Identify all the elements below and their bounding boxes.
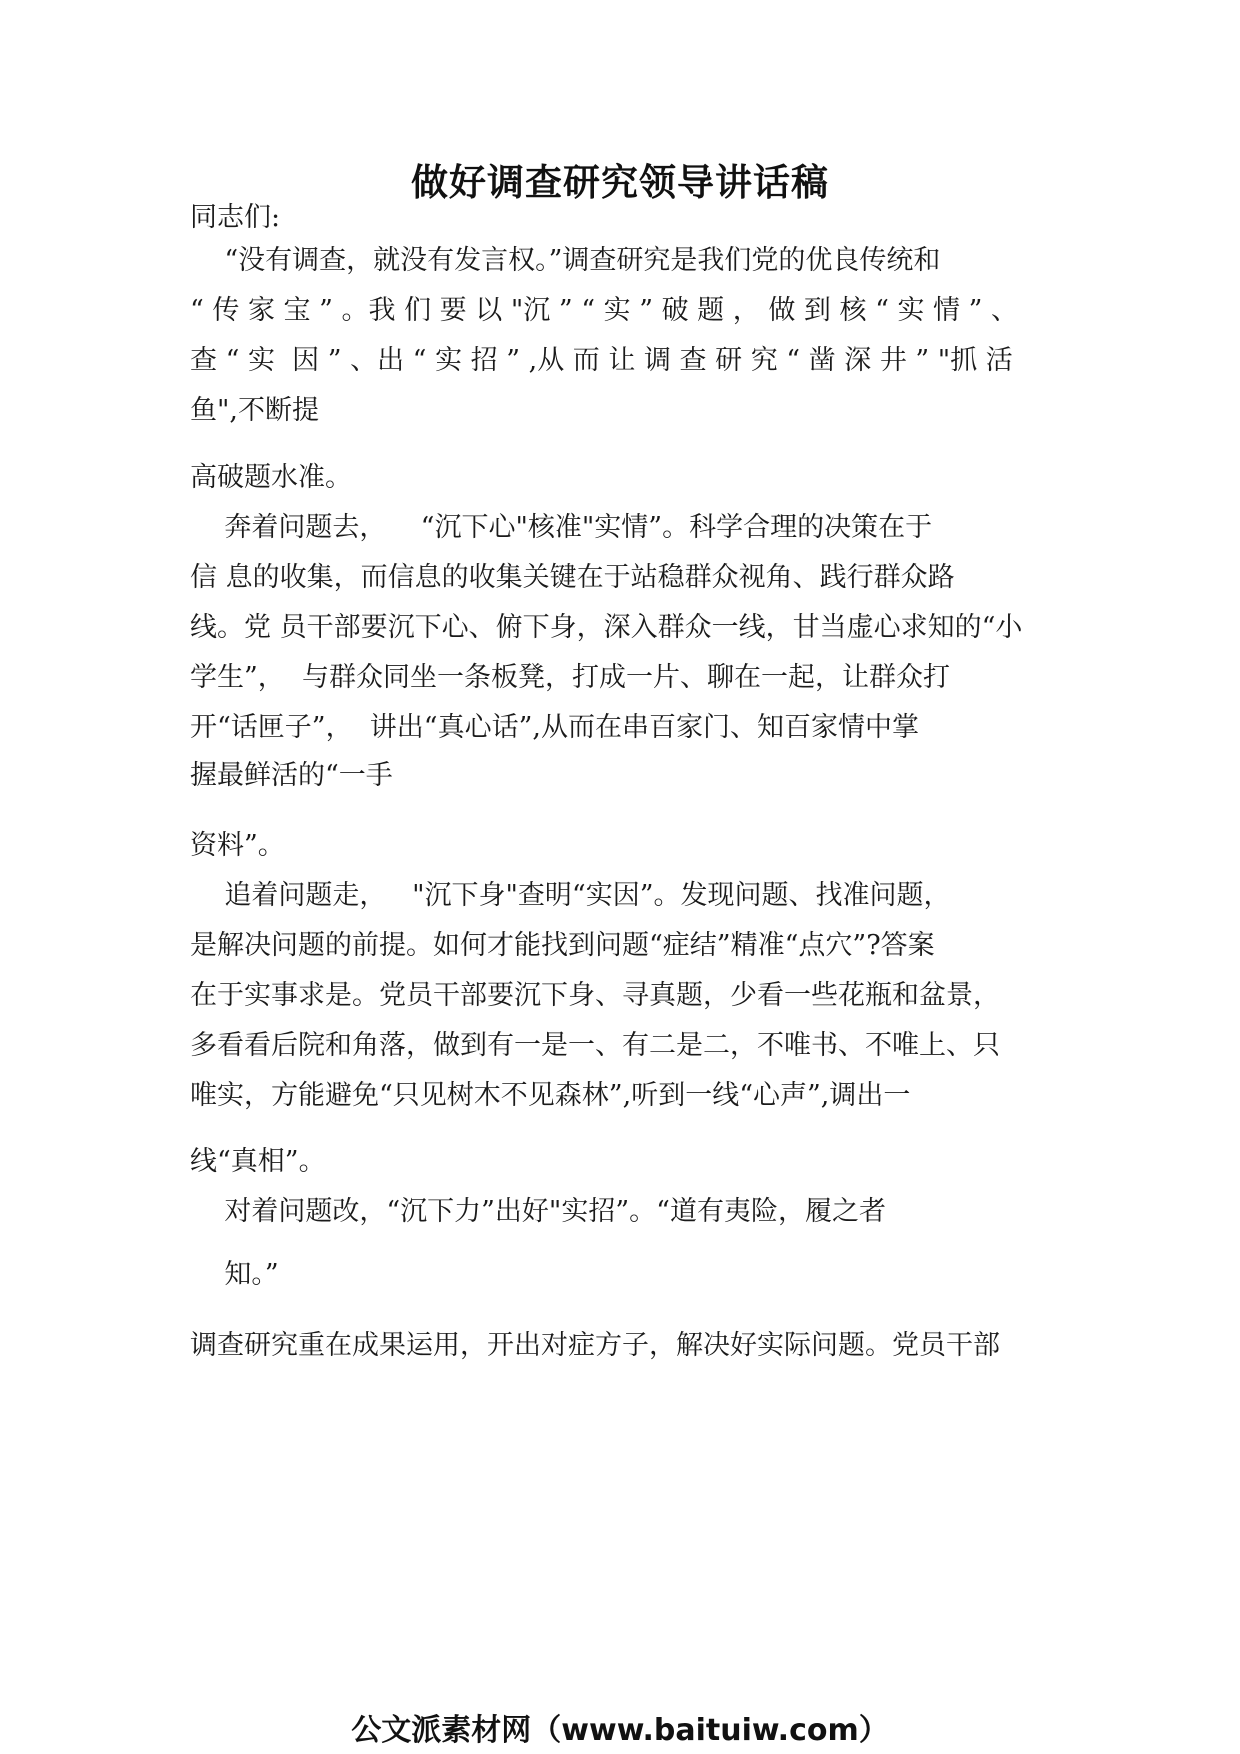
body-line: 学生”， 与群众同坐一条板凳，打成一片、聊在一起，让群众打 [190, 662, 950, 693]
document-title: 做好调查研究领导讲话稿 [411, 161, 829, 204]
body-line: 是解决问题的前提。如何才能找到问题“症结”精准“点穴”?答案 [190, 930, 935, 961]
body-line: “ 传 家 宝 ” 。我 们 要 以 "沉 ” “ 实 ” 破 题 ， 做 到 核 “ 实 情 ” 、 [190, 295, 1019, 326]
body-line: 唯实，方能避免“只见树木不见森林”,听到一线“心声”,调出一 [190, 1080, 911, 1111]
body-line: 线“真相”。 [190, 1146, 326, 1177]
body-line: 知。” [190, 1259, 279, 1290]
body-line: 鱼",不断提 [190, 395, 320, 426]
body-line: 信 息的收集，而信息的收集关键在于站稳群众视角、践行群众路 [190, 562, 955, 593]
body-line: “没有调查，就没有发言权。”调查研究是我们党的优良传统和 [190, 245, 941, 276]
body-line: 资料”。 [190, 830, 285, 861]
body-line: 调查研究重在成果运用，开出对症方子，解决好实际问题。党员干部 [190, 1330, 1000, 1361]
body-line: 对着问题改，“沉下力”出好"实招”。“道有夷险，履之者 [190, 1196, 886, 1227]
body-line: 在于实事求是。党员干部要沉下身、寻真题，少看一些花瓶和盆景， [190, 980, 1000, 1011]
salutation-line: 同志们: [190, 202, 281, 233]
body-line: 追着问题走， "沉下身"查明“实因”。发现问题、找准问题， [190, 880, 951, 911]
body-line: 多看看后院和角落，做到有一是一、有二是二，不唯书、不唯上、只 [190, 1030, 1000, 1061]
body-line: 查 “ 实 因 ” 、出 “ 实 招 ” ,从 而 让 调 查 研 究 “ 凿 深 井 ” "抓 活 [190, 345, 1013, 376]
body-line: 开“话匣子”， 讲出“真心话”,从而在串百家门、知百家情中掌 [190, 712, 919, 743]
body-line: 线。党 员干部要沉下心、俯下身，深入群众一线，甘当虚心求知的“小 [190, 612, 1023, 643]
body-line: 高破题水准。 [190, 462, 352, 493]
site-watermark-footer: 公文派素材网（www.baituiw.com） [351, 1713, 889, 1748]
body-line: 握最鲜活的“一手 [190, 760, 393, 791]
body-line: 奔着问题去， “沉下心"核准"实情”。科学合理的决策在于 [190, 512, 933, 543]
